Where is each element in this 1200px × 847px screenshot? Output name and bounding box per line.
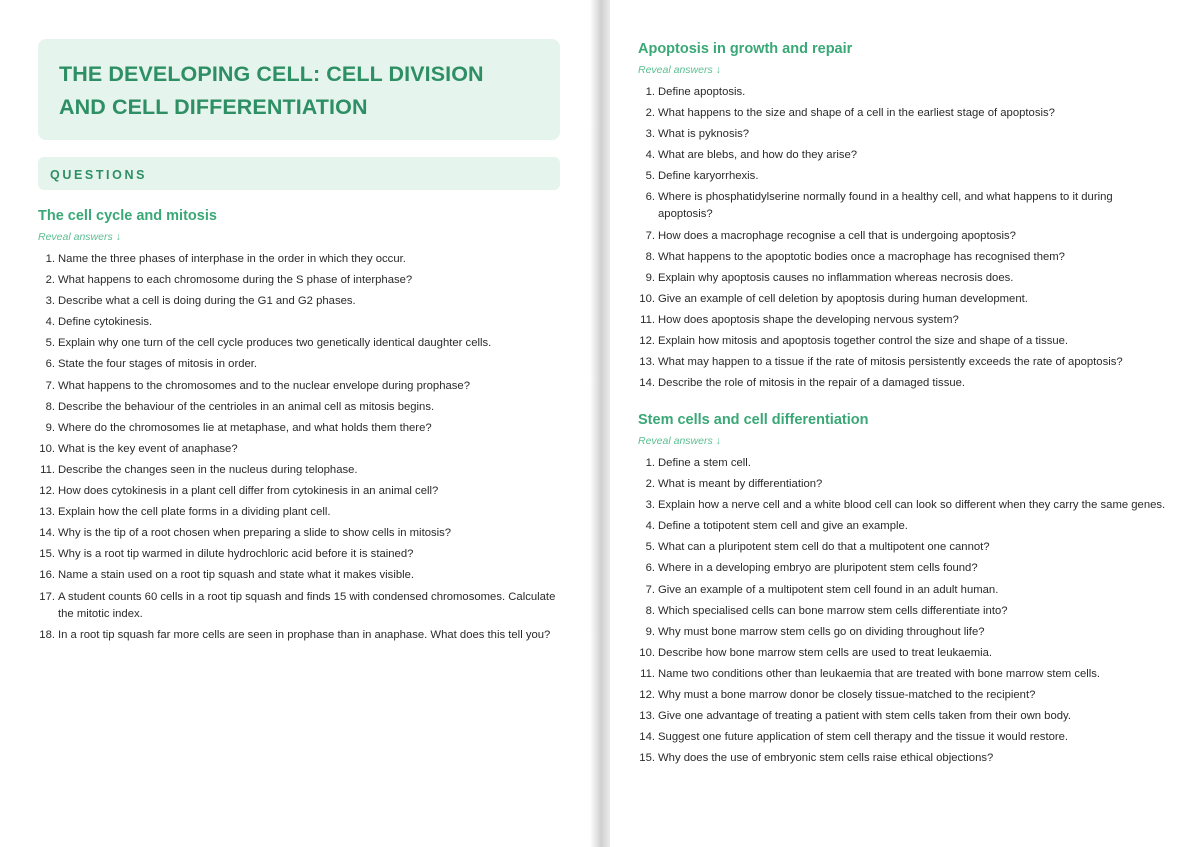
question-number: 4.: [645, 520, 655, 533]
question-number: 6.: [645, 191, 655, 204]
question-number: 8.: [645, 604, 655, 617]
section-heading: The cell cycle and mitosis: [38, 208, 217, 224]
question-list: [638, 455, 1198, 767]
question-item: [638, 603, 1198, 620]
question-item: [38, 525, 558, 542]
question-number: 7.: [45, 379, 55, 392]
question-text: Why must a bone marrow donor be closely tissue-matched to the recipient?: [658, 689, 1036, 702]
question-text: Why must bone marrow stem cells go on dividing throughout life?: [658, 625, 985, 638]
question-text: What are blebs, and how do they arise?: [658, 149, 858, 162]
question-text: A student counts 60 cells in a root tip squash and finds 15 with condensed chromosomes. Calculate the mitotic index.: [58, 590, 556, 620]
question-text: Define a totipotent stem cell and give an example.: [658, 520, 908, 533]
question-number: 1.: [45, 253, 55, 265]
title-line-1: THE DEVELOPING CELL: CELL DIVISION: [59, 62, 484, 86]
question-item: [38, 399, 558, 416]
question-number: 13.: [39, 506, 55, 519]
question-number: 1.: [645, 86, 655, 98]
question-number: 17.: [39, 590, 55, 603]
question-text: What happens to the apoptotic bodies once a macrophage has recognised them?: [658, 250, 1065, 263]
question-text: Describe the changes seen in the nucleus during telophase.: [58, 463, 358, 476]
question-text: Give an example of a multipotent stem cell found in an adult human.: [658, 583, 999, 596]
question-item: [638, 455, 1198, 472]
question-number: 1.: [645, 457, 655, 469]
question-item: [38, 441, 558, 458]
question-number: 10.: [39, 442, 55, 455]
question-text: Give one advantage of treating a patient with stem cells taken from their own body.: [658, 710, 1071, 723]
question-number: 12.: [639, 689, 655, 702]
question-text: What is the key event of anaphase?: [58, 442, 238, 455]
reveal-answers-link[interactable]: Reveal answers ↓: [38, 231, 121, 243]
question-text: Explain how a nerve cell and a white blood cell can look so different when they carry the same genes.: [658, 499, 1166, 512]
question-item: [38, 272, 558, 289]
question-item: [638, 708, 1198, 725]
question-text: Why is a root tip warmed in dilute hydrochloric acid before it is stained?: [58, 548, 414, 561]
question-number: 11.: [640, 667, 655, 680]
question-number: 4.: [645, 149, 655, 162]
question-number: 11.: [40, 463, 55, 476]
question-text: Give an example of cell deletion by apoptosis during human development.: [658, 292, 1028, 305]
question-item: [638, 291, 1163, 308]
question-number: 3.: [645, 128, 655, 141]
question-item: [38, 483, 558, 500]
section-heading: Apoptosis in growth and repair: [638, 41, 853, 57]
question-item: [638, 497, 1198, 514]
question-item: [38, 378, 558, 395]
question-text: Name the three phases of interphase in the order in which they occur.: [58, 253, 406, 265]
question-number: 6.: [45, 358, 55, 371]
question-number: 4.: [45, 316, 55, 329]
question-item: [638, 687, 1198, 704]
question-number: 8.: [45, 400, 55, 413]
question-number: 7.: [645, 583, 655, 596]
question-text: Define karyorrhexis.: [658, 170, 759, 183]
question-text: Where is phosphatidylserine normally found in a healthy cell, and what happens to it during apoptosis?: [658, 191, 1113, 221]
title-box: [38, 39, 560, 140]
reveal-answers-link[interactable]: Reveal answers ↓: [638, 435, 721, 447]
question-number: 11.: [640, 313, 655, 326]
question-number: 3.: [645, 499, 655, 512]
question-text: How does a macrophage recognise a cell that is undergoing apoptosis?: [658, 229, 1016, 242]
question-item: [38, 293, 558, 310]
question-text: Explain how the cell plate forms in a dividing plant cell.: [58, 506, 331, 519]
question-item: [38, 356, 558, 373]
question-text: What may happen to a tissue if the rate of mitosis persistently exceeds the rate of apoptosis?: [658, 356, 1123, 369]
question-text: How does cytokinesis in a plant cell differ from cytokinesis in an animal cell?: [58, 485, 439, 498]
question-item: [38, 504, 558, 521]
question-number: 14.: [639, 377, 655, 390]
question-item: [38, 589, 558, 623]
question-number: 3.: [45, 295, 55, 308]
question-text: In a root tip squash far more cells are seen in prophase than in anaphase. What does this tell you?: [58, 628, 551, 641]
question-text: Where do the chromosomes lie at metaphase, and what holds them there?: [58, 421, 432, 434]
question-item: [638, 312, 1163, 329]
question-item: [638, 249, 1163, 266]
question-number: 15.: [39, 548, 55, 561]
section-cell-cycle: [38, 207, 558, 648]
question-number: 9.: [45, 421, 55, 434]
book-gutter: [590, 0, 610, 847]
question-number: 14.: [39, 527, 55, 540]
question-item: [38, 462, 558, 479]
question-item: [638, 126, 1163, 143]
question-number: 16.: [39, 569, 55, 582]
question-item: [38, 567, 558, 584]
question-text: Suggest one future application of stem cell therapy and the tissue it would restore.: [658, 731, 1069, 744]
question-item: [638, 375, 1163, 392]
question-item: [638, 624, 1198, 641]
question-number: 5.: [645, 170, 655, 183]
question-text: What happens to each chromosome during the S phase of interphase?: [58, 274, 413, 287]
question-number: 2.: [45, 274, 55, 287]
question-text: What is meant by differentiation?: [658, 478, 823, 491]
question-item: [638, 645, 1198, 662]
question-text: What can a pluripotent stem cell do that a multipotent one cannot?: [658, 541, 990, 554]
question-number: 18.: [39, 628, 55, 641]
question-text: Name a stain used on a root tip squash and state what it makes visible.: [58, 569, 415, 582]
question-number: 6.: [645, 562, 655, 575]
question-text: Why does the use of embryonic stem cells raise ethical objections?: [658, 752, 994, 765]
right-page: [610, 0, 1200, 847]
question-item: [638, 666, 1198, 683]
question-item: [38, 420, 558, 437]
question-text: Define cytokinesis.: [58, 316, 153, 329]
question-text: Describe what a cell is doing during the G1 and G2 phases.: [58, 295, 356, 308]
question-text: Define a stem cell.: [658, 457, 751, 469]
question-text: What is pyknosis?: [658, 128, 750, 141]
question-item: [638, 729, 1198, 746]
question-text: Describe the behaviour of the centrioles in an animal cell as mitosis begins.: [58, 400, 435, 413]
question-number: 15.: [639, 752, 655, 765]
question-item: [638, 147, 1163, 164]
question-number: 7.: [645, 229, 655, 242]
question-text: Explain how mitosis and apoptosis together control the size and shape of a tissue.: [658, 335, 1069, 348]
section-heading: Stem cells and cell differentiation: [638, 412, 869, 428]
question-item: [638, 168, 1163, 185]
question-item: [638, 518, 1198, 535]
question-item: [638, 750, 1198, 767]
question-item: [38, 314, 558, 331]
question-item: [38, 335, 558, 352]
question-item: [38, 546, 558, 563]
question-item: [38, 627, 558, 644]
question-item: [38, 251, 558, 268]
section-apoptosis: [638, 40, 1163, 396]
question-item: [638, 84, 1163, 101]
question-text: Define apoptosis.: [658, 86, 746, 98]
section-stem-cells: [638, 411, 1198, 771]
question-number: 13.: [639, 356, 655, 369]
question-text: Explain why apoptosis causes no inflammation whereas necrosis does.: [658, 271, 1014, 284]
question-item: [638, 105, 1163, 122]
question-text: What happens to the chromosomes and to the nuclear envelope during prophase?: [58, 379, 470, 392]
questions-header: QUESTIONS: [50, 168, 148, 182]
page-title: [59, 58, 540, 124]
reveal-answers-link[interactable]: Reveal answers ↓: [638, 64, 721, 76]
question-item: [638, 189, 1163, 223]
question-item: [638, 333, 1163, 350]
question-number: 9.: [645, 625, 655, 638]
question-number: 5.: [45, 337, 55, 350]
question-item: [638, 560, 1198, 577]
question-number: 13.: [639, 710, 655, 723]
question-text: What happens to the size and shape of a cell in the earliest stage of apoptosis?: [658, 107, 1055, 120]
question-item: [638, 539, 1198, 556]
question-text: Where in a developing embryo are pluripotent stem cells found?: [658, 562, 978, 575]
question-text: Name two conditions other than leukaemia that are treated with bone marrow stem cells.: [658, 667, 1101, 680]
question-item: [638, 582, 1198, 599]
question-text: Which specialised cells can bone marrow stem cells differentiate into?: [658, 604, 1008, 617]
question-number: 9.: [645, 271, 655, 284]
question-text: State the four stages of mitosis in order.: [58, 358, 258, 371]
question-number: 10.: [639, 646, 655, 659]
question-list: [638, 84, 1163, 392]
question-text: Describe how bone marrow stem cells are used to treat leukaemia.: [658, 646, 993, 659]
question-item: [638, 354, 1163, 371]
question-number: 8.: [645, 250, 655, 263]
question-number: 5.: [645, 541, 655, 554]
question-number: 12.: [39, 485, 55, 498]
question-number: 12.: [639, 335, 655, 348]
question-text: How does apoptosis shape the developing nervous system?: [658, 313, 959, 326]
left-page: [0, 0, 590, 847]
question-item: [638, 270, 1163, 287]
question-item: [638, 476, 1198, 493]
question-item: [638, 228, 1163, 245]
question-number: 10.: [639, 292, 655, 305]
question-number: 14.: [639, 731, 655, 744]
questions-header-bar: [38, 157, 560, 190]
question-list: [38, 251, 558, 644]
question-text: Why is the tip of a root chosen when preparing a slide to show cells in mitosis?: [58, 527, 452, 540]
question-text: Explain why one turn of the cell cycle produces two genetically identical daughter cells.: [58, 337, 492, 350]
question-number: 2.: [645, 478, 655, 491]
question-number: 2.: [645, 107, 655, 120]
title-line-2: AND CELL DIFFERENTIATION: [59, 95, 368, 119]
question-text: Describe the role of mitosis in the repair of a damaged tissue.: [658, 377, 966, 390]
